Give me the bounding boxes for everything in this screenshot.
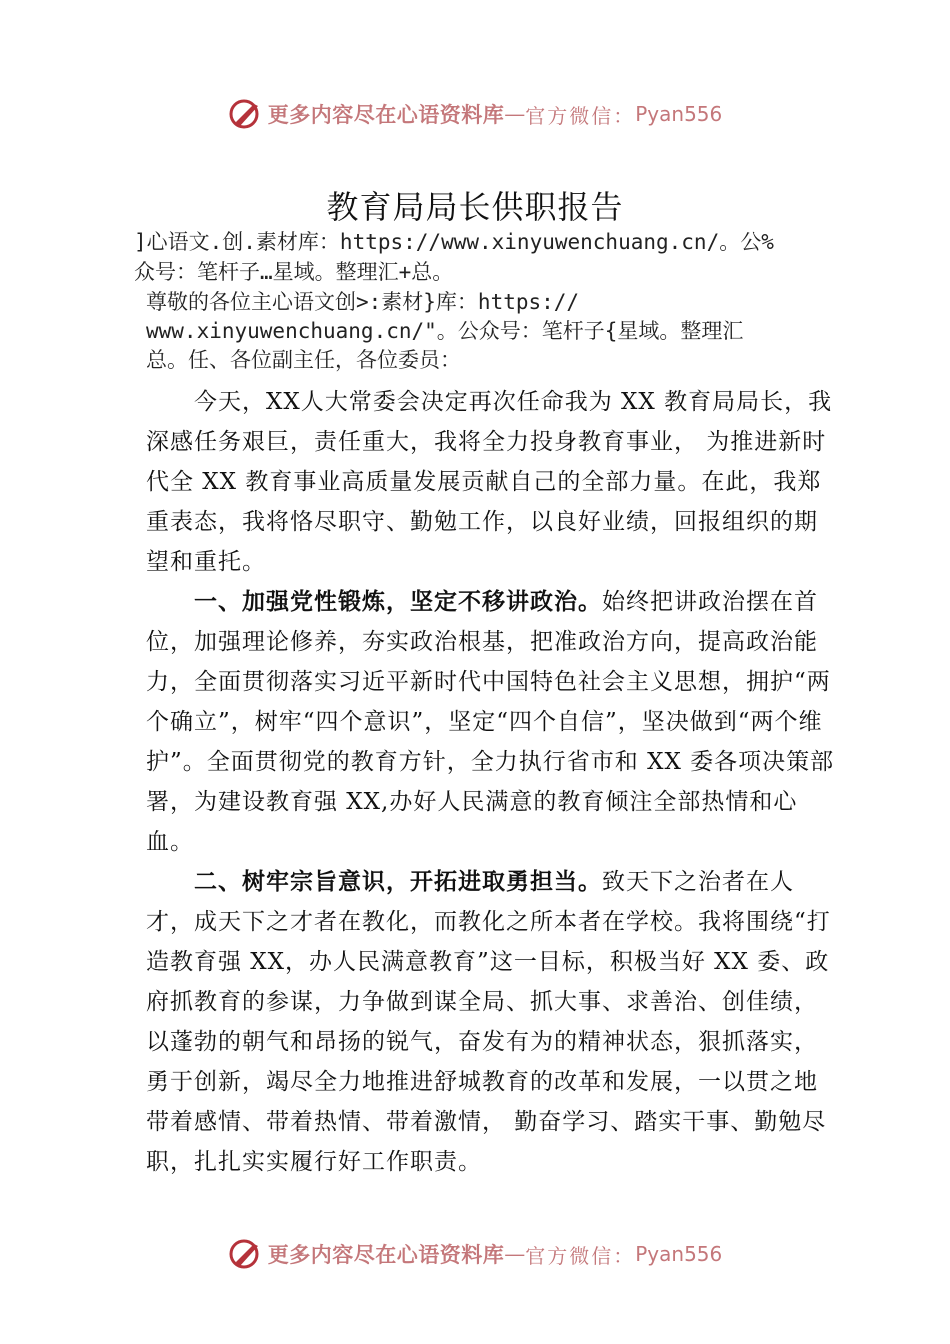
header-banner — [0, 92, 950, 136]
footer-banner — [0, 1232, 950, 1276]
banner-wechat-label: 官方微信： — [525, 103, 636, 128]
paragraph-intro — [146, 382, 836, 582]
footer-wechat-id: Pyan556 — [635, 1242, 723, 1266]
paragraph-intro-text: 今天，XX人大常委会决定再次任命我为 XX 教育局局长，我深感任务艰巨，责任重大，我将全力投身教育事业， 为推进新时代全 XX 教育事业高质量发展贡献自己的全部力量。在此，我郑重表态，我将恪尽职守、勤勉工作，以良好业绩，回报组织的期望和重托。 — [146, 389, 833, 575]
footer-wechat-label: 官方微信： — [525, 1243, 636, 1268]
source-line-4: www.xinyuwenchuang.cn/"。公众号：笔杆子{星域。整理汇 — [146, 319, 744, 343]
section-2-body: 致天下之治者在人才，成天下之才者在教化，而教化之所本者在学校。我将围绕“打造教育强 XX，办人民满意教育”这一目标，积极当好 XX 委、政府抓教育的参谋，力争做到谋全局、抓大事、求善治、创佳绩，以蓬勃的朝气和昂扬的锐气，奋发有为的精神状态，狠抓落实，勇于创新，竭尽全力地推进舒城教育的改革和发展，一以贯之地带着感情、带着热情、带着激情， 勤奋学习、踏实干事、勤勉尽职，扎扎实实履行好工作职责。 — [146, 869, 831, 1175]
banner-separator: — — [504, 102, 526, 126]
footer-main-text: 更多内容尽在心语资料库 — [267, 1242, 505, 1267]
banner-wechat-id: Pyan556 — [635, 102, 723, 126]
pen-logo-icon — [228, 96, 264, 132]
section-1-body: 始终把讲政治摆在首位，加强理论修养，夯实政治根基，把准政治方向，提高政治能力，全面贯彻落实习近平新时代中国特色社会主义思想，拥护“两个确立”，树牢“四个意识”，坚定“四个自信”，坚决做到“两个维护”。全面贯彻党的教育方针，全力执行省市和 XX 委各项决策部署，为建设教育强 XX,办好人民满意的教育倾注全部热情和心血。 — [146, 589, 835, 855]
source-line-5: 总。任、各位副主任，各位委员： — [146, 348, 461, 372]
document-title: 教育局局长供职报告 — [326, 188, 624, 226]
paragraph-section-2 — [146, 862, 836, 1182]
source-line-2: 众号：笔杆子…星域。整理汇+总。 — [134, 260, 454, 284]
paragraph-section-1 — [146, 582, 836, 862]
source-line-3: 尊敬的各位主心语文创>:素材}库：https:// — [146, 290, 580, 314]
section-2-heading: 二、树牢宗旨意识，开拓进取勇担当。 — [194, 869, 602, 895]
footer-separator: — — [504, 1242, 526, 1266]
section-1-heading: 一、加强党性锻炼，坚定不移讲政治。 — [194, 589, 602, 615]
source-line-1: ]心语文.创.素材库：https://www.xinyuwenchuang.cn/。公% — [134, 230, 774, 254]
banner-main-text: 更多内容尽在心语资料库 — [267, 102, 505, 127]
pen-logo-icon — [228, 1236, 264, 1272]
